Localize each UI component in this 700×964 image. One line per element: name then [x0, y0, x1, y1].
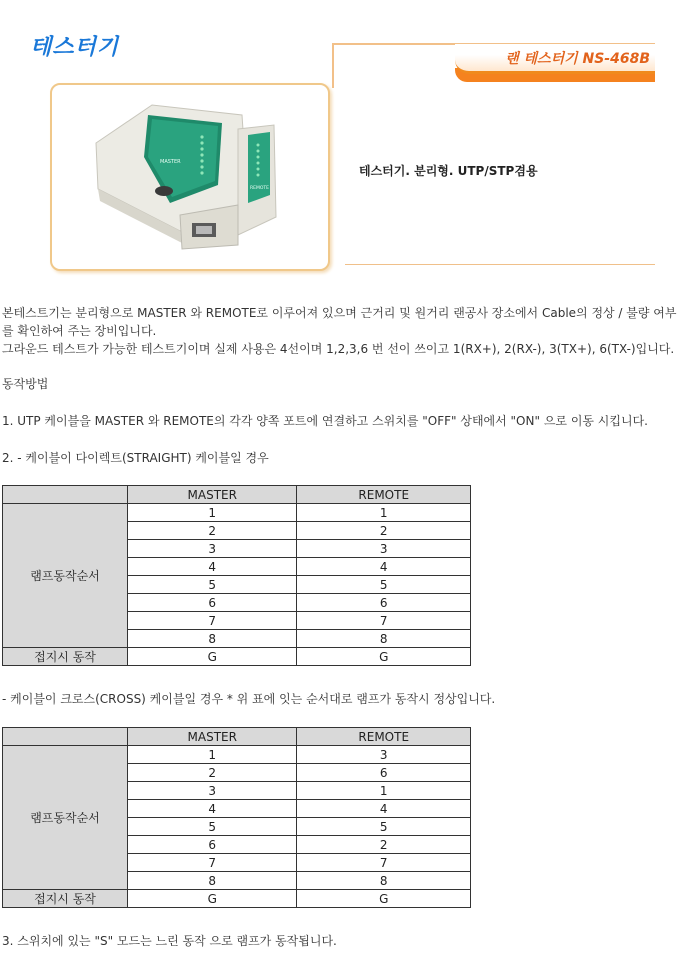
cross-pin-table — [2, 727, 471, 908]
ground-row — [3, 890, 471, 908]
intro-line-1: 본테스트기는 분리형으로 MASTER 와 REMOTE로 이루어져 있으며 근거리 및 원거리 랜공사 장소에서 Cable의 정상 / 불량 여부 — [2, 306, 677, 320]
brand-title: 테스터기 — [30, 35, 120, 60]
cross-note: - 케이블이 크로스(CROSS) 케이블일 경우 * 위 표에 잇는 순서대로 램프가 동작시 정상입니다. — [2, 692, 496, 706]
ground-row — [3, 648, 471, 666]
step-2: 2. - 케이블이 다이렉트(STRAIGHT) 케이블일 경우 — [2, 451, 269, 465]
lamp-order-label: 램프동작순서 — [3, 504, 128, 648]
col-header-remote: REMOTE — [297, 728, 471, 746]
master-cell: 5 — [128, 576, 297, 594]
master-label: MASTER — [160, 159, 181, 165]
remote-cell: 2 — [297, 522, 471, 540]
remote-cell: 3 — [297, 540, 471, 558]
remote-cell: 1 — [297, 504, 471, 522]
remote-cell: 7 — [297, 854, 471, 872]
intro-line-2: 를 확인하여 주는 장비입니다. — [2, 324, 157, 338]
remote-cell: 3 — [297, 746, 471, 764]
product-photo — [50, 83, 330, 271]
remote-cell: 5 — [297, 576, 471, 594]
table-corner — [3, 486, 128, 504]
remote-cell: G — [297, 648, 471, 666]
master-cell: 7 — [128, 612, 297, 630]
section-title: 동작방법 — [2, 377, 49, 391]
master-cell: 2 — [128, 764, 297, 782]
remote-cell: 6 — [297, 594, 471, 612]
remote-cell: G — [297, 890, 471, 908]
table-row — [3, 746, 471, 764]
table-row — [3, 504, 471, 522]
ground-label: 접지시 동작 — [3, 890, 128, 908]
remote-cell: 2 — [297, 836, 471, 854]
remote-label: REMOTE — [250, 186, 269, 191]
col-header-remote: REMOTE — [297, 486, 471, 504]
master-cell: 2 — [128, 522, 297, 540]
master-cell: 7 — [128, 854, 297, 872]
master-cell: 4 — [128, 800, 297, 818]
master-cell: 3 — [128, 782, 297, 800]
ground-label: 접지시 동작 — [3, 648, 128, 666]
col-header-master: MASTER — [128, 486, 297, 504]
header-bottom-divider — [345, 264, 655, 265]
step-3: 3. 스위치에 있는 "S" 모드는 느린 동작 으로 램프가 동작됩니다. — [2, 934, 337, 948]
straight-pin-table — [2, 485, 471, 666]
lan-tester-illustration — [52, 85, 328, 269]
table-corner — [3, 728, 128, 746]
master-cell: 6 — [128, 836, 297, 854]
master-cell: 3 — [128, 540, 297, 558]
remote-cell: 6 — [297, 764, 471, 782]
master-cell: 5 — [128, 818, 297, 836]
master-cell: G — [128, 648, 297, 666]
product-description: 테스터기. 분리형. UTP/STP겸용 — [359, 164, 538, 178]
remote-cell: 8 — [297, 630, 471, 648]
step-1: 1. UTP 케이블을 MASTER 와 REMOTE의 각각 양쪽 포트에 연결하고 스위치를 "OFF" 상태에서 "ON" 으로 이동 시킵니다. — [2, 414, 648, 428]
remote-cell: 4 — [297, 800, 471, 818]
master-cell: G — [128, 890, 297, 908]
intro-line-3: 그라운드 테스트가 가능한 테스트기이며 실제 사용은 4선이며 1,2,3,6 번 선이 쓰이고 1(RX+), 2(RX-), 3(TX+), 6(TX-)입니다. — [2, 342, 675, 356]
remote-cell: 4 — [297, 558, 471, 576]
master-cell: 6 — [128, 594, 297, 612]
master-cell: 8 — [128, 630, 297, 648]
model-label: 랜 테스터기 NS-468B — [505, 51, 650, 67]
master-cell: 8 — [128, 872, 297, 890]
col-header-master: MASTER — [128, 728, 297, 746]
master-cell: 1 — [128, 504, 297, 522]
remote-cell: 8 — [297, 872, 471, 890]
master-cell: 1 — [128, 746, 297, 764]
remote-cell: 5 — [297, 818, 471, 836]
remote-cell: 7 — [297, 612, 471, 630]
lamp-order-label: 램프동작순서 — [3, 746, 128, 890]
header-divider-vertical — [332, 43, 334, 88]
master-cell: 4 — [128, 558, 297, 576]
remote-cell: 1 — [297, 782, 471, 800]
